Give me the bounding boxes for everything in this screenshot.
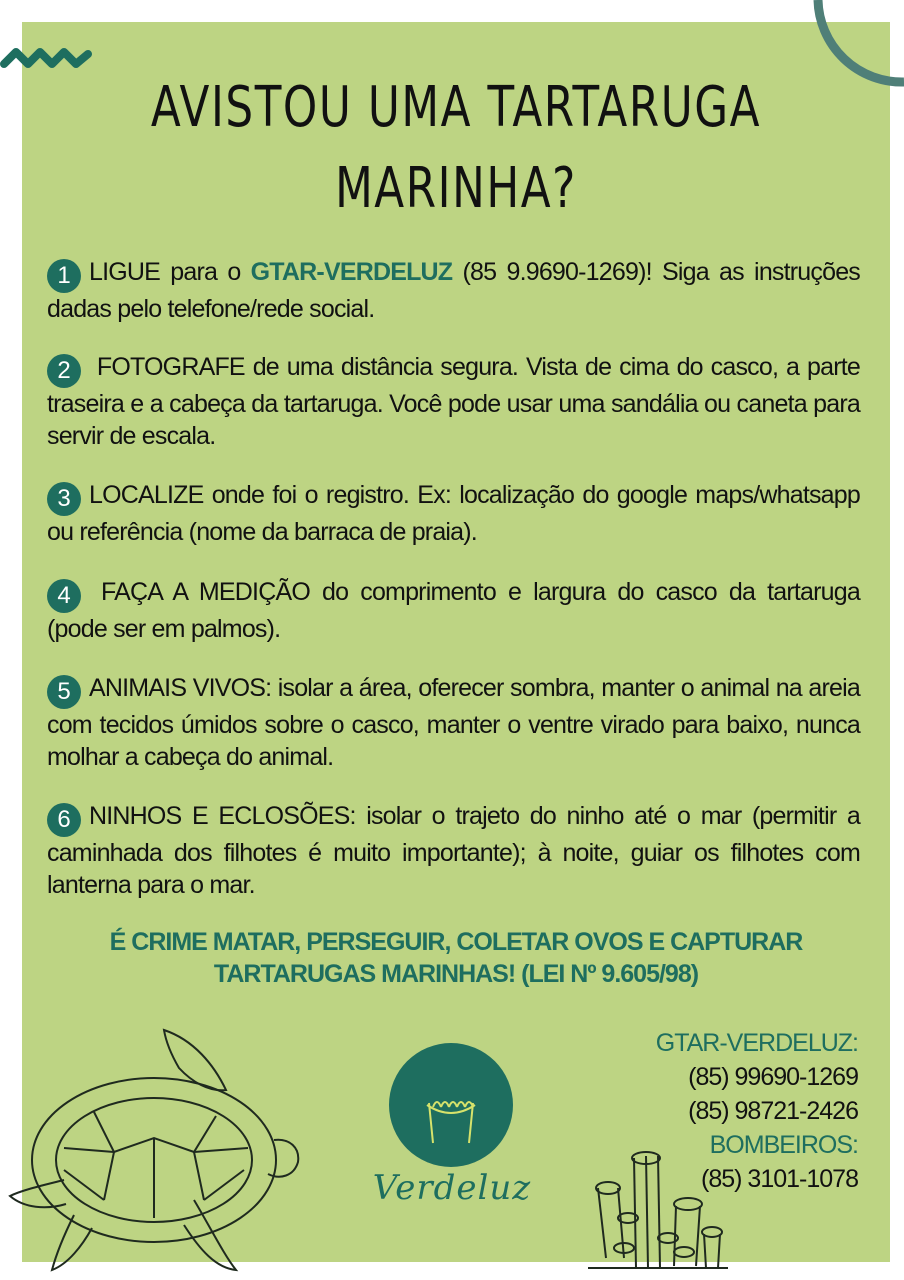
step-2 (47, 351, 860, 452)
step-6-text: NINHOS E ECLOSÕES: isolar o trajeto do ninho até o mar (permitir a caminhada dos filhotes é muito importante); à noite, guiar os filhotes com lanterna para o mar. (47, 802, 860, 899)
gtar-phone-1: (85) 99690-1269 (688, 1063, 858, 1091)
bombeiros-phone: (85) 3101-1078 (701, 1165, 858, 1193)
step-number: 5 (47, 675, 81, 709)
gtar-phone-2: (85) 98721-2426 (688, 1097, 858, 1125)
step-3-text: LOCALIZE onde foi o registro. Ex: localização do google maps/whatsapp ou referência (nome da barraca de praia). (47, 481, 860, 546)
step-number: 3 (47, 482, 81, 516)
bombeiros-label: BOMBEIROS: (709, 1131, 858, 1159)
verdeluz-logo (389, 1043, 513, 1167)
step-5-text: ANIMAIS VIVOS: isolar a área, oferecer sombra, manter o animal na areia com tecidos úmidos sobre o casco, manter o ventre virado para baixo, nunca molhar a cabeça do animal. (47, 674, 860, 771)
gtar-highlight: GTAR-VERDELUZ (250, 258, 453, 286)
step-1-lead: LIGUE para o (89, 258, 251, 286)
step-4-text: FAÇA A MEDIÇÃO do comprimento e largura do casco da tartaruga (pode ser em palmos). (47, 578, 860, 643)
step-6 (47, 800, 860, 901)
coral-illustration (588, 1148, 728, 1272)
step-1-text: (85 9.9690-1269)! Siga as instruções dadas pelo telefone/rede social. (47, 258, 861, 323)
step-1 (47, 256, 860, 325)
step-5 (47, 672, 860, 773)
brand-name: Verdeluz (372, 1168, 532, 1208)
title-line-2: MARINHA? (335, 156, 577, 221)
arc-icon (812, 0, 904, 96)
step-3 (47, 479, 860, 548)
step-number: 2 (47, 354, 81, 388)
warning-line-2: TARTARUGAS MARINHAS! (LEI Nº 9.605/98) (213, 960, 699, 988)
sea-turtle-illustration (4, 1020, 304, 1278)
legal-warning (22, 926, 890, 990)
string-lights-icon (389, 1043, 513, 1167)
step-4 (47, 576, 860, 645)
zigzag-icon (0, 40, 92, 74)
gtar-label: GTAR-VERDELUZ: (655, 1029, 858, 1057)
step-2-text: FOTOGRAFE de uma distância segura. Vista de cima do casco, a parte traseira e a cabeça da tartaruga. Você pode usar uma sandália ou caneta para servir de escala. (47, 353, 860, 450)
step-number: 4 (47, 579, 81, 613)
step-number: 1 (47, 259, 81, 293)
title-line-1: AVISTOU UMA TARTARUGA (150, 75, 762, 140)
step-number: 6 (47, 803, 81, 837)
warning-line-1: É CRIME MATAR, PERSEGUIR, COLETAR OVOS E CAPTURAR (109, 928, 803, 956)
